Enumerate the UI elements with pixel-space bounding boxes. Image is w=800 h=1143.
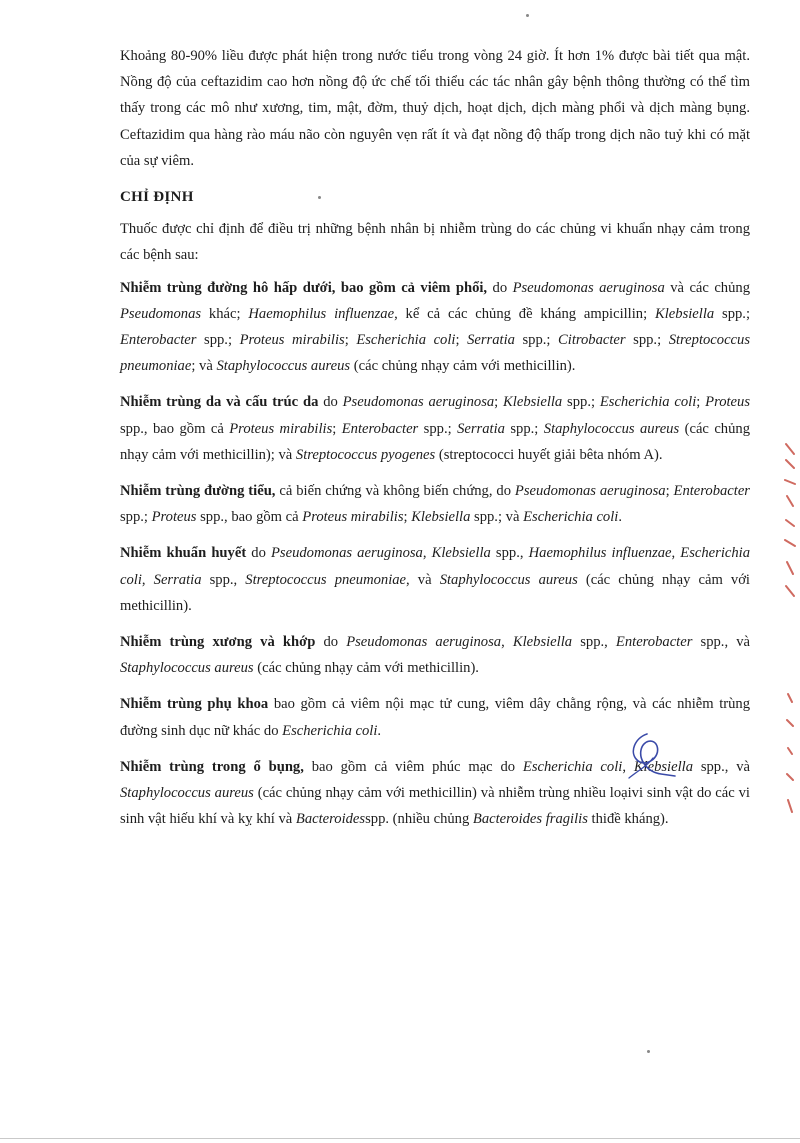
indication-sepsis: Nhiễm khuẩn huyết do Pseudomonas aeruginosa, Klebsiella spp., Haemophilus influenzae, Escherichia coli, Serratia spp., Streptococcus pneumoniae, và Staphylococcus aureus (các chủng nhạy cảm với methicillin). [120,545,751,614]
indication-skin: Nhiễm trùng da và cấu trúc da do Pseudomonas aeruginosa; Klebsiella spp.; Escherichia coli; Proteus spp., bao gồm cả Proteus mirabilis; Enterobacter spp.; Serratia spp.; Staphylococcus aureus (các chủng nhạy cảm với methicillin); và Streptococcus pyogenes (streptococci huyết giải bêta nhóm A). [120,394,751,463]
indication-title: Nhiễm trùng trong ổ bụng, [120,758,304,775]
section-heading-indications: CHỈ ĐỊNH [120,189,194,206]
indication-urinary: Nhiễm trùng đường tiểu, cả biến chứng và không biến chứng, do Pseudomonas aeruginosa; Enterobacter spp.; Proteus spp., bao gồm cả Proteus mirabilis; Klebsiella spp.; và Escherichia coli. [120,483,750,526]
scan-speck [318,196,321,199]
margin-stamp-icon [782,440,798,600]
indication-title: Nhiễm trùng da và cấu trúc da [120,394,319,411]
paragraph-pharmacokinetics: Khoảng 80-90% liều được phát hiện trong nước tiểu trong vòng 24 giờ. Ít hơn 1% được bài tiết qua mật. Nồng độ của ceftazidim cao hơn nồng độ ức chế tối thiểu các tác nhân gây bệnh thông thường có thể tìm thấy trong các mô như xương, tim, mật, đờm, thuỷ dịch, hoạt dịch, dịch màng phổi và dịch màng bụng. Ceftazidim qua hàng rào máu não còn nguyên vẹn rất ít và đạt nồng độ thấp trong dịch não tuỷ khi có mặt của sự viêm. [120,48,750,169]
margin-stamp-icon-lower [782,690,798,820]
indication-title: Nhiễm trùng đường hô hấp dưới, bao gồm cả viêm phổi, [120,279,488,296]
indication-title: Nhiễm trùng đường tiểu, [120,483,276,500]
indication-title: Nhiễm trùng phụ khoa [120,696,269,713]
indication-intra-abdominal: Nhiễm trùng trong ổ bụng, bao gồm cả viêm phúc mạc do Escherichia coli, Klebsiella spp., và Staphylococcus aureus (các chủng nhạy cảm với methicillin) và nhiễm trùng nhiều loạivi sinh vật do các vi sinh vật hiếu khí và kỵ khí và Bacteroidesspp. (nhiều chủng Bacteroides fragilis thiđề kháng). [120,758,750,828]
signature-icon [617,728,677,784]
scan-speck [526,14,529,17]
page-bottom-edge [0,1138,800,1139]
indication-gynecologic: Nhiễm trùng phụ khoa bao gồm cả viêm nội mạc tử cung, viêm dây chằng rộng, và các nhiễm trùng đường sinh dục nữ khác do Escherichia coli. [120,696,750,739]
indication-title: Nhiễm khuẩn huyết [120,545,247,562]
indication-title: Nhiễm trùng xương và khớp [120,634,316,651]
document-page [120,43,750,842]
indication-respiratory: Nhiễm trùng đường hô hấp dưới, bao gồm cả viêm phổi, do Pseudomonas aeruginosa và các chủng Pseudomonas khác; Haemophilus influenzae, kể cả các chủng đề kháng ampicillin; Klebsiella spp.; Enterobacter spp.; Proteus mirabilis; Escherichia coli; Serratia spp.; Citrobacter spp.; Streptococcus pneumoniae; và Staphylococcus aureus (các chủng nhạy cảm với methicillin). [120,279,751,375]
indication-bone-joint: Nhiễm trùng xương và khớp do Pseudomonas aeruginosa, Klebsiella spp., Enterobacter spp., và Staphylococcus aureus (các chủng nhạy cảm với methicillin). [120,634,751,677]
paragraph-indications-intro: Thuốc được chỉ định để điều trị những bệnh nhân bị nhiễm trùng do các chủng vi khuẩn nhạy cảm trong các bệnh sau: [120,221,750,264]
scan-speck [647,1050,650,1053]
